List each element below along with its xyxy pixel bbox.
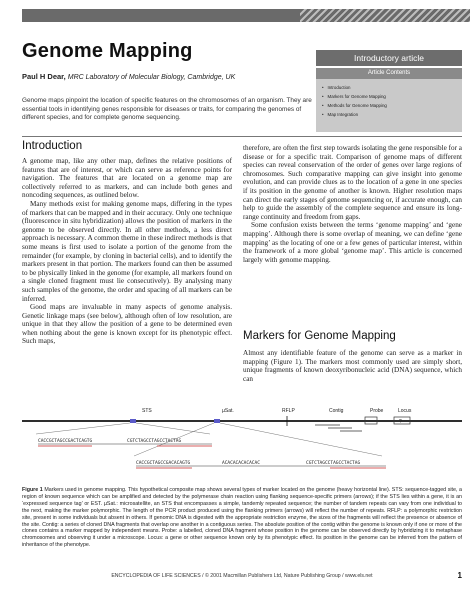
label-rflp: RFLP	[282, 408, 295, 414]
label-contig: Contig	[329, 408, 344, 414]
label-probe: Probe	[370, 408, 384, 414]
paragraph: Good maps are invaluable in many aspects of genome analysis. Genetic linkage maps (see below), although often of low resolution, are unique in that they allow the position of a gene to be determined even when nothing about the gene is known except for its phenotypic effect. Such maps,	[22, 303, 232, 346]
locus-question-mark: ?	[399, 419, 402, 425]
section-divider	[22, 136, 462, 137]
page-footer: ENCYCLOPEDIA OF LIFE SCIENCES / © 2001 Macmillan Publishers Ltd, Nature Publishing Group / www.els.net	[111, 573, 373, 579]
contents-item-methods[interactable]: • Methods for Genome Mapping	[322, 101, 462, 110]
contents-item-integration[interactable]: • Map Integration	[322, 110, 462, 119]
sts-primer-seq-left: CACCGCTAGCCGACTCAGTG	[38, 439, 93, 444]
author-name: Paul H Dear,	[22, 72, 66, 81]
article-contents-box	[316, 68, 462, 132]
section-heading-markers: Markers for Genome Mapping	[243, 330, 396, 342]
author-affiliation: MRC Laboratory of Molecular Biology, Cambridge, UK	[67, 74, 236, 81]
figure-1-diagram	[22, 404, 462, 482]
body-right-column	[243, 144, 462, 264]
figure-caption	[22, 487, 462, 549]
paragraph: A genome map, like any other map, defines the relative positions of features that are of interest, or which can serve as reference points for navigation. The features that are located on a genome map are collectively referred to as markers, and can include both genes and noncoding sequences, as outlined below.	[22, 157, 232, 200]
sts-marker	[130, 419, 136, 423]
contents-list	[316, 79, 462, 119]
figure-caption-label: Figure 1	[22, 487, 43, 493]
sts-expansion-line	[36, 423, 130, 434]
sts-expansion-line	[136, 423, 210, 434]
contents-item-markers[interactable]: • Markers for Genome Mapping	[322, 92, 462, 101]
microsatellite-repeat-seq: ACACACACACACAC	[222, 461, 260, 466]
microsatellite-expansion-line	[220, 423, 382, 456]
paragraph: Some confusion exists between the terms ‘genome mapping’ and ‘gene mapping’. Although there is some overlap of meaning, we can define ‘gene mapping’ as the locating of one or a few genes of particular interest, within the framework of a more global ‘genome map’. This article is concerned largely with genome mapping.	[243, 221, 462, 264]
sts-primer-seq-right: CGTCTAGCCTAGCCTACTAG	[127, 439, 182, 444]
contents-title: Article Contents	[316, 68, 462, 79]
header-bar	[0, 0, 474, 30]
microsatellite-primer-seq-right: CGTCTAGCCTAGCCTACTAG	[306, 461, 361, 466]
abstract: Genome maps pinpoint the location of specific features on the chromosomes of an organism. They are essential tools in identifying genes responsible for diseases or traits, for comparing the genomes of different species, and for complete genome sequencing.	[22, 97, 312, 122]
paragraph: Almost any identifiable feature of the genome can serve as a marker in mapping (Figure 1). The markers most commonly used are simply short, unique fragments of known deoxyribonucleic acid (DNA) sequence, which can	[243, 349, 462, 383]
body-left-column	[22, 157, 232, 346]
page-number: 1	[457, 571, 462, 580]
markers-paragraph	[243, 349, 462, 383]
paragraph: Many methods exist for making genome maps, differing in the types of markers that can be mapped and in their accuracy. Only one technique (fluorescence in situ hybridization) allows the position of markers in the genome to be observed directly. In all other methods, a less direct approach is necessary. A common theme in these indirect methods is that some means is first used to isolate a portion of the genome from the remainder (for example, by cloning in bacterial cells), and to identify the markers present in that portion. The markers found can then be assumed to be physically linked in the genome (for example, all markers found on a single cloned fragment must lie consecutively). By analysing many such samples of the genome, the order and spacing of all markers can be inferred.	[22, 199, 232, 303]
section-heading-introduction: Introduction	[22, 140, 83, 152]
author-line	[22, 72, 235, 81]
page-title: Genome Mapping	[22, 40, 193, 62]
paragraph: therefore, are often the first step towards isolating the gene responsible for a disease or for a specific trait. Comparison of genome maps of different species can reveal conservation of the order of genes over large regions of chromosomes. Such comparative mapping can give insight into genome evolution, and can provide clues as to the location of a gene in one species if its position in the genome of another is known. Higher resolution maps can direct the early stages of genome sequencing or, if accurate enough, can help to guide the assembly of the complete sequence and ensure its long-range continuity and freedom from gaps.	[243, 144, 462, 221]
microsatellite-marker	[214, 419, 220, 423]
header-bar-hatch	[300, 9, 470, 22]
label-sts: STS	[142, 408, 152, 414]
contents-item-introduction[interactable]: • Introduction	[322, 83, 462, 92]
microsatellite-primer-seq-left: CACCGCTAGCCGACACAGTG	[136, 461, 191, 466]
article-type-badge: Introductory article	[316, 50, 462, 66]
label-microsatellite: µSat.	[222, 408, 234, 414]
label-locus: Locus	[398, 408, 412, 414]
figure-caption-text: Markers used in genome mapping. This hypothetical composite map shows several types of marker located on the genome (heavy horizontal line). STS: sequence-tagged site, a region of known sequence which can be amplified and detected by the polymerase chain reaction using flanking sequence-specific primers (arrows); if the STS lies within a gene, it is an ‘expressed sequence tag’ or EST. µSat.: microsatellite, an STS that encompasses a simple, tandemly repeated sequence; the number of tandem repeats can vary from one individual to the next, making the marker polymorphic. The length of the PCR product produced using the flanking primers (arrows) will reflect the number of repeats. RFLP: a polymorphic restriction site, present in some individuals but absent in others. If genomic DNA is digested with the appropriate restriction enzyme, the sizes of the fragments will reflect the presence or absence of the site. Contig: a series of cloned DNA fragments that overlap one another in a contiguous series. The absolute position of the contig within the genome is known only if one or more of the clones contains a marker mapped by independent means. Probe: a labelled, cloned DNA fragment whose position in the genome can be observed directly by hybridizing it to metaphase chromosomes and observing it under a microscope. Locus: a gene or other sequence known only by its phenotypic effect. Its position in the genome can be inferred from the pattern of inheritance of the phenotype.	[22, 487, 462, 549]
